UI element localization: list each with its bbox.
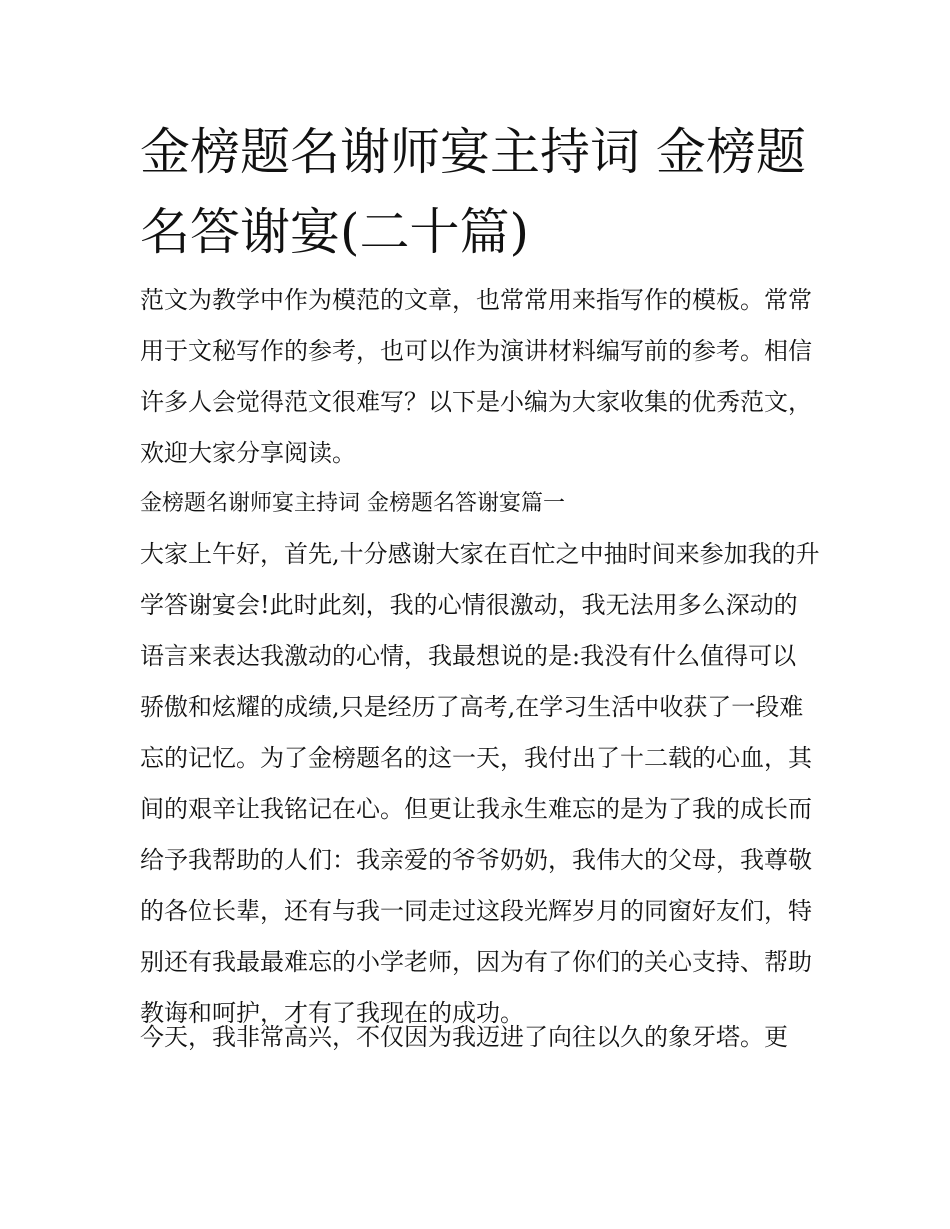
section-heading: 金榜题名谢师宴主持词 金榜题名答谢宴篇一 xyxy=(140,491,565,516)
body-paragraph-continued: 今天，我非常高兴，不仅因为我迈进了向往以久的象牙塔。更 xyxy=(140,1023,788,1051)
body-paragraph: 大家上午好，首先,十分感谢大家在百忙之中抽时间来参加我的升学答谢宴会!此时此刻，我的心情很激动，我无法用多么深动的语言来表达我激动的心情，我最想说的是:我没有什么值得可以骄傲和炫耀的成绩,只是经历了高考,在学习生活中收获了一段难忘的记忆。为了金榜题名的这一天，我付出了十二载的心血，其间的艰辛让我铭记在心。但更让我永生难忘的是为了我的成长而给予我帮助的人们：我亲爱的爷爷奶奶，我伟大的父母，我尊敬的各位长辈，还有与我一同走过这段光辉岁月的同窗好友们，特别还有我最最难忘的小学老师，因为有了你们的关心支持、帮助教诲和呵护，才有了我现在的成功。 xyxy=(140,540,820,1027)
document-title: 金榜题名谢师宴主持词 金榜题名答谢宴(二十篇) xyxy=(140,123,806,261)
intro-paragraph: 范文为教学中作为模范的文章，也常常用来指写作的模板。常常用于文秘写作的参考，也可以作为演讲材料编写前的参考。相信许多人会觉得范文很难写？以下是小编为大家收集的优秀范文，欢迎大家分享阅读。 xyxy=(140,286,812,467)
